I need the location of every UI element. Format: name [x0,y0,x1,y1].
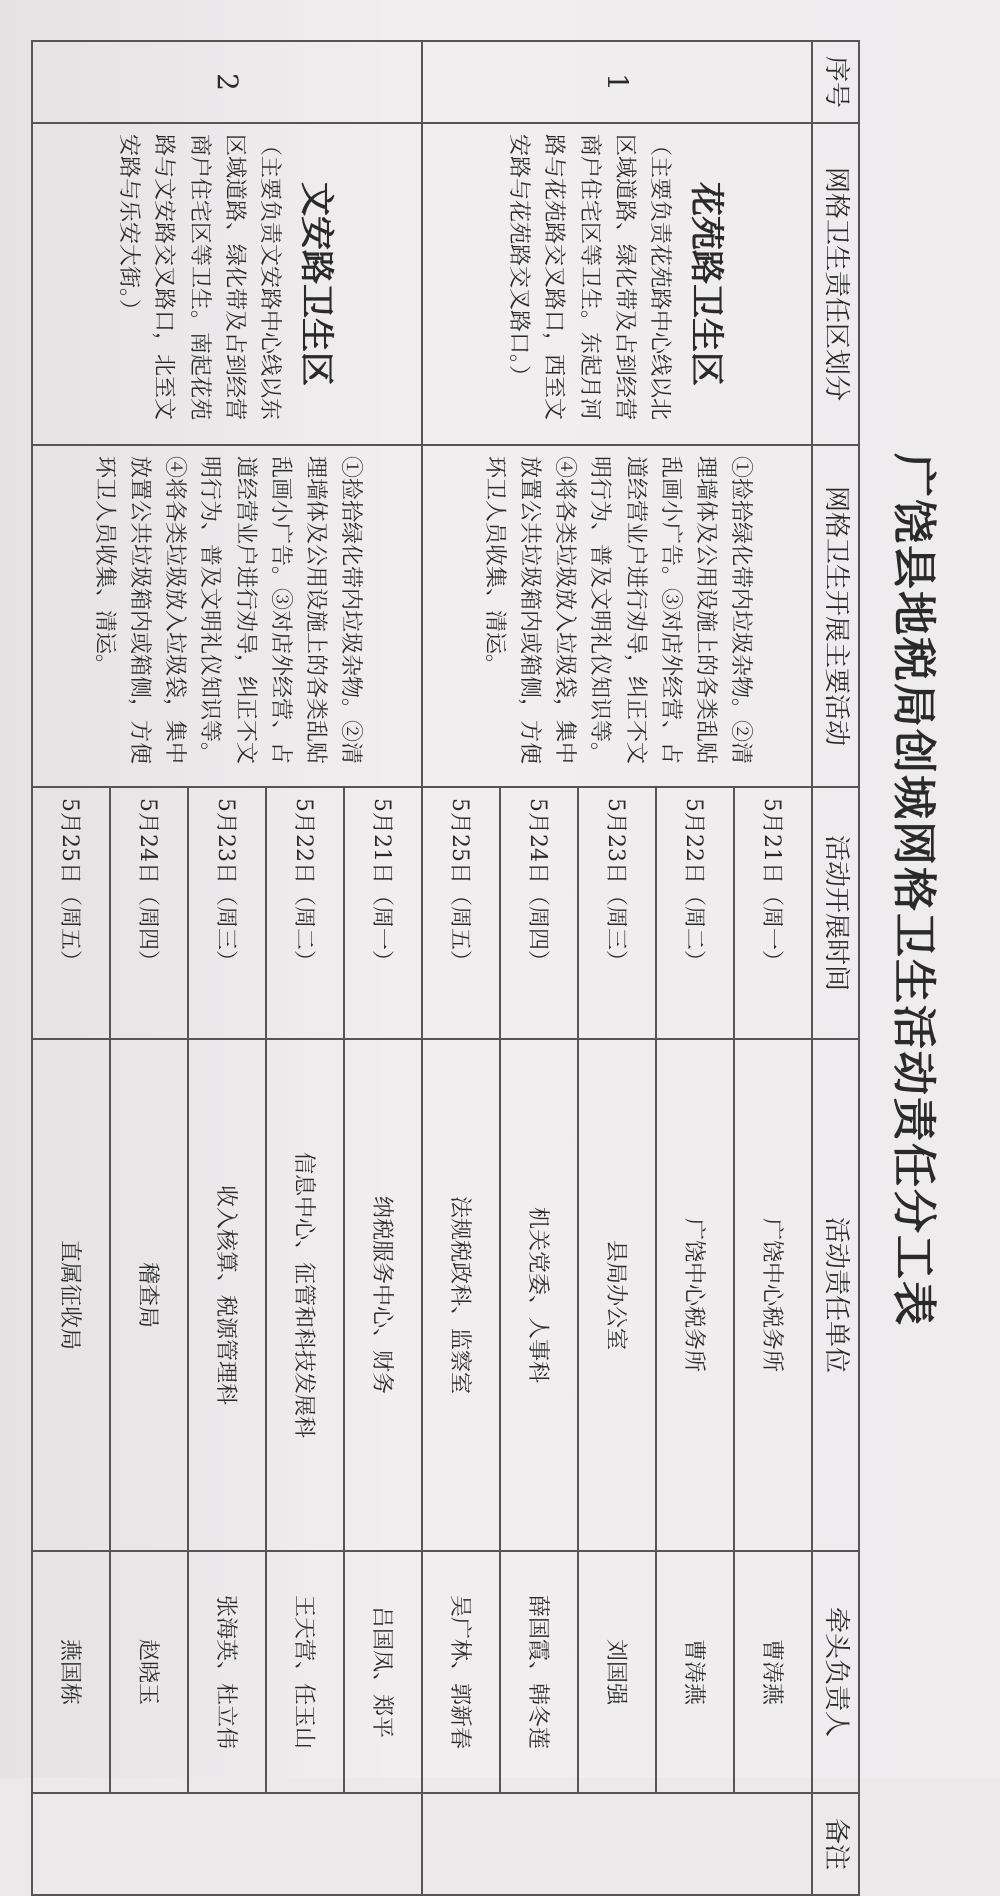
zone-activity: ①捡拾绿化带内垃圾杂物。②清理墙体及公用设施上的各类乱贴乱画小广告。③对店外经营、占道经营业户进行劝导，纠正不文明行为、普及文明礼仪知识等。④将各类垃圾放入垃圾袋，集中放置公共垃圾箱内或箱侧，方便环卫人员收集、清运。 [423,445,813,787]
table-row [735,41,813,1895]
responsibility-table [32,40,861,1896]
activity-time: 5月24日（周四） [111,787,189,1039]
zone-description: （主要负责文安路中心线以东区域道路、绿化带及占到经营商户住宅区等卫生。南起花苑路与文安路交叉路口，北至文安路与乐安大街。） [116,134,282,421]
zone-number: 1 [423,41,813,123]
lead-person: 吕国凤、郑平 [345,1551,423,1793]
responsible-unit: 法规税政科、监察室 [423,1039,501,1551]
responsible-unit: 收入核算、税源管理科 [189,1039,267,1551]
lead-person: 刘国强 [579,1551,657,1793]
activity-time: 5月21日（周一） [735,787,813,1039]
activity-time: 5月23日（周三） [189,787,267,1039]
header-note: 备注 [813,1793,860,1895]
responsible-unit: 县局办公室 [579,1039,657,1551]
header-time: 活动开展时间 [813,787,860,1039]
activity-time: 5月23日（周三） [579,787,657,1039]
responsible-unit: 稽查局 [111,1039,189,1551]
zone-name: 文安路卫生区 [295,182,336,386]
lead-person: 王天营、任玉山 [267,1551,345,1793]
responsible-unit: 机关党委、人事科 [501,1039,579,1551]
responsible-unit: 直属征收局 [33,1039,111,1551]
lead-person: 赵晓玉 [111,1551,189,1793]
note-cell [33,1793,423,1895]
lead-person: 燕国栋 [33,1551,111,1793]
activity-time: 5月25日（周五） [33,787,111,1039]
header-no: 序号 [813,41,860,123]
document-sheet [50,40,950,1870]
responsible-unit: 纳税服务中心、财务 [345,1039,423,1551]
zone-number: 2 [33,41,423,123]
table-row [345,41,423,1895]
activity-time: 5月22日（周二） [657,787,735,1039]
responsible-unit: 广饶中心税务所 [735,1039,813,1551]
document-title: 广饶县地税局创城网格卫生活动责任分工表 [888,453,939,1327]
zone-area-cell [423,123,813,445]
lead-person: 曹涛燕 [735,1551,813,1793]
header-activity: 网格卫生开展主要活动 [813,445,860,787]
activity-time: 5月25日（周五） [423,787,501,1039]
lead-person: 张海英、杜立伟 [189,1551,267,1793]
lead-person: 吴广林、郭新春 [423,1551,501,1793]
header-lead: 牵头负责人 [813,1551,860,1793]
responsible-unit: 信息中心、征管和科技发展科 [267,1039,345,1551]
lead-person: 薛国霞、韩冬莲 [501,1551,579,1793]
table-header-row [813,41,860,1895]
responsible-unit: 广饶中心税务所 [657,1039,735,1551]
lead-person: 曹涛燕 [657,1551,735,1793]
zone-area-cell [33,123,423,445]
zone-activity: ①捡拾绿化带内垃圾杂物。②清理墙体及公用设施上的各类乱贴乱画小广告。③对店外经营、占道经营业户进行劝导，纠正不文明行为、普及文明礼仪知识等。④将各类垃圾放入垃圾袋，集中放置公共垃圾箱内或箱侧，方便环卫人员收集、清运。 [33,445,423,787]
activity-time: 5月22日（周二） [267,787,345,1039]
note-cell [423,1793,813,1895]
activity-time: 5月24日（周四） [501,787,579,1039]
activity-time: 5月21日（周一） [345,787,423,1039]
zone-description: （主要负责花苑路中心线以北区域道路、绿化带及占到经营商户住宅区等卫生。东起月河路与花苑路交叉路口，西至文安路与花苑路交叉路口。） [506,134,672,421]
header-unit: 活动责任单位 [813,1039,860,1551]
header-area: 网格卫生责任区划分 [813,123,860,445]
zone-name: 花苑路卫生区 [685,182,726,386]
